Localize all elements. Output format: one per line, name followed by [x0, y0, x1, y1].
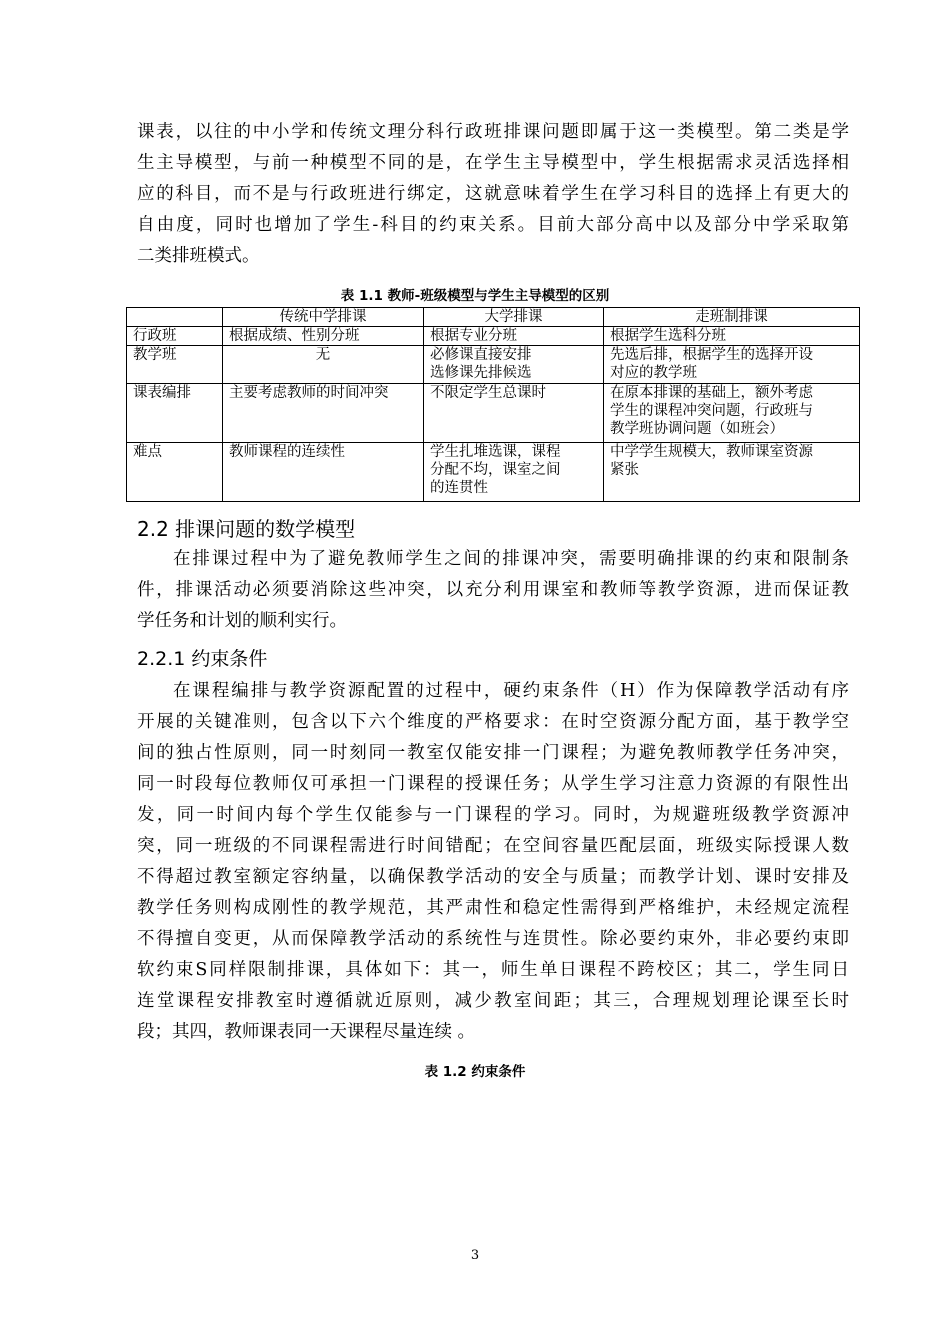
table-cell: 主要考虑教师的时间冲突 [223, 384, 424, 443]
row-label-cell: 难点 [127, 443, 223, 502]
table-row [127, 384, 860, 443]
section-2-2-paragraph [137, 544, 849, 637]
text-line: 连堂课程安排教室时遵循就近原则，减少教室间距；其三，合理规划理论课至长时 [137, 991, 849, 1011]
text-line: 课表，以往的中小学和传统文理分科行政班排课问题即属于这一类模型。第二类是学 [137, 122, 849, 142]
table-cell: 不限定学生总课时 [424, 384, 604, 443]
table-row [127, 346, 860, 384]
comparison-table [126, 307, 860, 502]
text-line: 学任务和计划的顺利实行。 [137, 611, 347, 631]
row-label-cell: 课表编排 [127, 384, 223, 443]
text-line: 不得擅自变更，从而保障教学活动的系统性与连贯性。除必要约束外，非必要约束即 [137, 929, 849, 949]
table-row [127, 443, 860, 502]
text-line: 同一时段每位教师仅可承担一门课程的授课任务；从学生学习注意力资源的有限性出 [137, 774, 849, 794]
table-cell: 根据专业分班 [424, 327, 604, 346]
row-label-cell: 行政班 [127, 327, 223, 346]
text-line: 生主导模型，与前一种模型不同的是，在学生主导模型中，学生根据需求灵活选择相 [137, 153, 849, 173]
intro-paragraph [137, 117, 849, 272]
text-line: 开展的关键准则，包含以下六个维度的严格要求：在时空资源分配方面，基于教学空 [137, 712, 849, 732]
text-line: 二类排班模式。 [137, 246, 260, 266]
text-line: 突，同一班级的不同课程需进行时间错配；在空间容量匹配层面，班级实际授课人数 [137, 836, 849, 856]
text-line: 发，同一时间内每个学生仅能参与一门课程的学习。同时，为规避班级教学资源冲 [137, 805, 849, 825]
table-2-caption: 表 1.2 约束条件 [424, 1064, 526, 1080]
table-cell: 教师课程的连续性 [223, 443, 424, 502]
text-line: 软约束S同样限制排课，具体如下：其一，师生单日课程不跨校区；其二，学生同日 [137, 960, 849, 980]
table-row [127, 327, 860, 346]
text-line: 在课程编排与教学资源配置的过程中，硬约束条件（H）作为保障教学活动有序 [173, 681, 849, 701]
table-cell: 在原本排课的基础上，额外考虑 学生的课程冲突问题，行政班与 教学班协调问题（如班会） [604, 384, 860, 443]
page-number: 3 [470, 1248, 480, 1263]
text-line: 件，排课活动必须要消除这些冲突，以充分利用课室和教师等教学资源，进而保证教 [137, 580, 849, 600]
table-cell: 根据学生选科分班 [604, 327, 860, 346]
table-1-caption: 表 1.1 教师-班级模型与学生主导模型的区别 [340, 288, 610, 304]
table-header-cell: 传统中学排课 [223, 308, 424, 327]
table-cell: 学生扎堆选课，课程 分配不均，课室之间 的连贯性 [424, 443, 604, 502]
text-line: 应的科目，而不是与行政班进行绑定，这就意味着学生在学习科目的选择上有更大的 [137, 184, 849, 204]
table-cell: 中学学生规模大，教师课室资源 紧张 [604, 443, 860, 502]
table-header-cell: 走班制排课 [604, 308, 860, 327]
row-label-cell: 教学班 [127, 346, 223, 384]
table-header-cell: 大学排课 [424, 308, 604, 327]
text-line: 间的独占性原则，同一时刻同一教室仅能安排一门课程；为避免教师教学任务冲突， [137, 743, 849, 763]
section-2-2-1-paragraph [137, 676, 849, 1048]
text-line: 自由度，同时也增加了学生-科目的约束关系。目前大部分高中以及部分中学采取第 [137, 215, 849, 235]
text-line: 段；其四，教师课表同一天课程尽量连续 。 [137, 1022, 476, 1042]
table-header-cell [127, 308, 223, 327]
table-header-row [127, 308, 860, 327]
table-cell: 必修课直接安排 选修课先排候选 [424, 346, 604, 384]
table-cell: 先选后排，根据学生的选择开设 对应的教学班 [604, 346, 860, 384]
text-line: 在排课过程中为了避免教师学生之间的排课冲突，需要明确排课的约束和限制条 [173, 549, 849, 569]
text-line: 不得超过教室额定容纳量，以确保教学活动的安全与质量；而教学计划、课时安排及 [137, 867, 849, 887]
section-heading-2-2-1: 2.2.1 约束条件 [137, 648, 268, 670]
section-heading-2-2: 2.2 排课问题的数学模型 [137, 517, 356, 541]
text-line: 教学任务则构成刚性的教学规范，其严肃性和稳定性需得到严格维护，未经规定流程 [137, 898, 849, 918]
table-cell: 根据成绩、性别分班 [223, 327, 424, 346]
table-cell: 无 [223, 346, 424, 384]
